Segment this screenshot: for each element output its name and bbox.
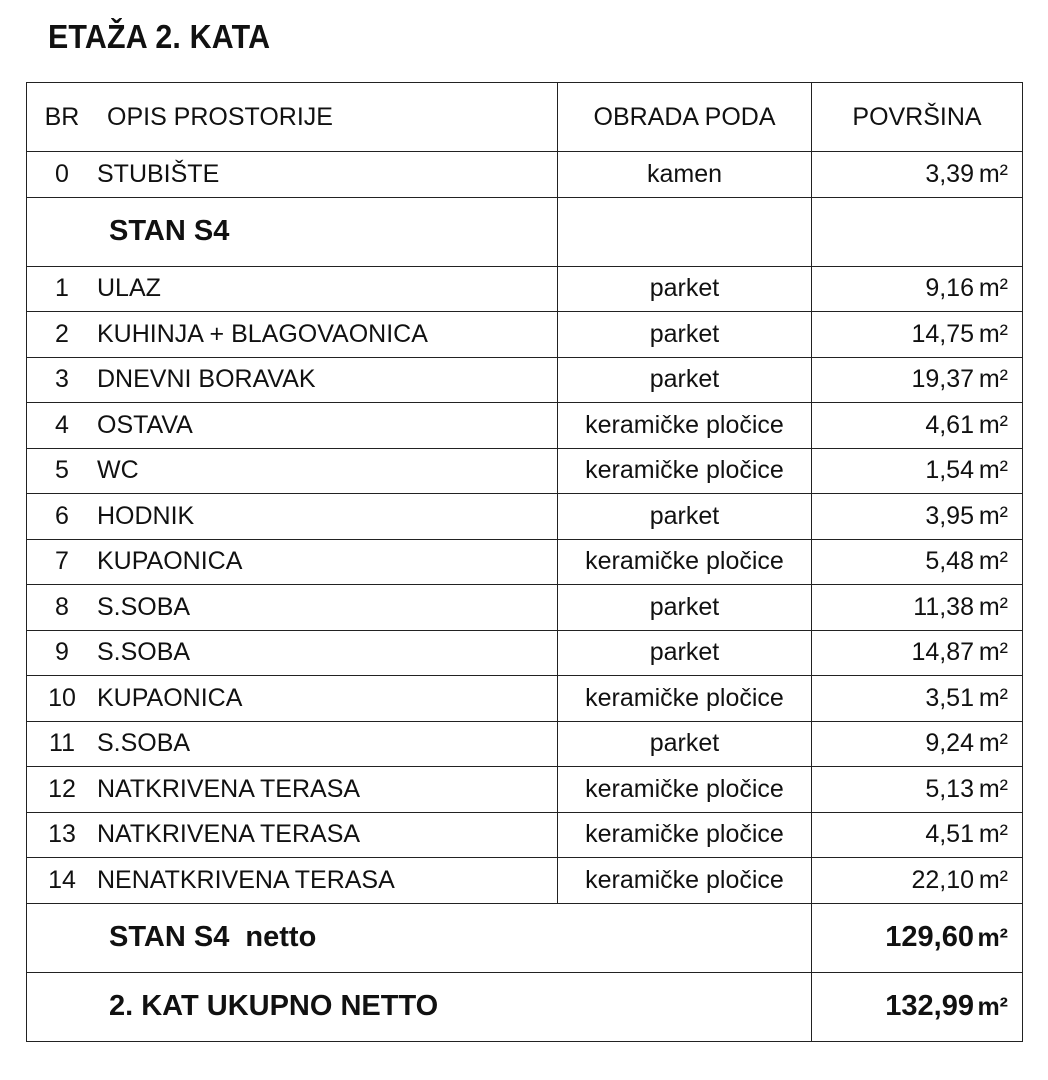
row-povrsina-cell — [812, 812, 1023, 858]
row-povrsina-cell — [812, 858, 1023, 904]
row-br: 8 — [55, 592, 69, 621]
row-opis: NENATKRIVENA TERASA — [97, 865, 395, 894]
row-opis-cell — [27, 494, 558, 540]
row-br: 10 — [48, 683, 76, 712]
section-empty-cell — [812, 197, 1023, 266]
row-povrsina-cell — [812, 676, 1023, 722]
row-unit: m² — [978, 319, 1008, 348]
total-label: 2. KAT UKUPNO NETTO — [27, 972, 812, 1041]
row-obrada: keramičke pločice — [558, 448, 812, 494]
table-row — [27, 585, 1023, 631]
total-unit: m² — [977, 924, 1008, 952]
row-povrsina: 5,48 — [925, 547, 974, 576]
total-row — [27, 972, 1023, 1041]
row-obrada: keramičke pločice — [558, 858, 812, 904]
table-row — [27, 494, 1023, 540]
row-povrsina: 22,10 — [911, 865, 974, 894]
header-opis-cell — [27, 83, 558, 152]
row-opis: DNEVNI BORAVAK — [97, 365, 316, 394]
row-unit: m² — [978, 501, 1008, 530]
row-povrsina-cell — [812, 630, 1023, 676]
row-obrada: parket — [558, 721, 812, 767]
row-povrsina-cell — [812, 494, 1023, 540]
row-obrada: keramičke pločice — [558, 539, 812, 585]
total-row — [27, 903, 1023, 972]
row-povrsina: 4,61 — [925, 410, 974, 439]
row-unit: m² — [978, 365, 1008, 394]
row-povrsina: 3,39 — [925, 159, 974, 188]
row-obrada: keramičke pločice — [558, 767, 812, 813]
row-opis: KUPAONICA — [97, 547, 243, 576]
row-opis: STUBIŠTE — [97, 159, 220, 188]
row-povrsina-cell — [812, 585, 1023, 631]
header-opis: OPIS PROSTORIJE — [107, 102, 333, 131]
row-br: 7 — [55, 547, 69, 576]
section-label: STAN S4 — [27, 197, 558, 266]
row-obrada: kamen — [558, 152, 812, 198]
row-opis-cell — [27, 357, 558, 403]
row-opis-cell — [27, 403, 558, 449]
table-row — [27, 767, 1023, 813]
row-br: 5 — [55, 456, 69, 485]
row-povrsina: 14,87 — [911, 638, 974, 667]
row-obrada: keramičke pločice — [558, 812, 812, 858]
row-unit: m² — [978, 865, 1008, 894]
table-row — [27, 858, 1023, 904]
row-opis: WC — [97, 456, 139, 485]
row-unit: m² — [978, 683, 1008, 712]
row-br: 12 — [48, 774, 76, 803]
row-opis-cell — [27, 266, 558, 312]
table-row — [27, 448, 1023, 494]
rooms-table — [26, 82, 1023, 1042]
row-br: 1 — [55, 274, 69, 303]
row-obrada: parket — [558, 312, 812, 358]
table-row — [27, 676, 1023, 722]
section-row-stan-s4 — [27, 197, 1023, 266]
row-povrsina: 11,38 — [913, 592, 974, 621]
row-unit: m² — [978, 159, 1008, 188]
row-povrsina: 14,75 — [911, 319, 974, 348]
table-row — [27, 266, 1023, 312]
row-povrsina-cell — [812, 357, 1023, 403]
row-opis-cell — [27, 539, 558, 585]
row-br: 13 — [48, 820, 76, 849]
row-opis-cell — [27, 812, 558, 858]
row-opis: OSTAVA — [97, 410, 193, 439]
row-opis: KUHINJA + BLAGOVAONICA — [97, 319, 428, 348]
row-unit: m² — [978, 592, 1008, 621]
row-povrsina: 3,51 — [925, 683, 974, 712]
row-unit: m² — [978, 456, 1008, 485]
row-br: 0 — [55, 159, 69, 188]
row-obrada: parket — [558, 585, 812, 631]
row-opis: S.SOBA — [97, 638, 191, 667]
header-povrsina: POVRŠINA — [812, 83, 1023, 152]
row-obrada: parket — [558, 630, 812, 676]
row-povrsina-cell — [812, 403, 1023, 449]
row-povrsina: 19,37 — [911, 365, 974, 394]
row-povrsina-cell — [812, 539, 1023, 585]
row-povrsina: 9,24 — [925, 729, 974, 758]
row-opis: ULAZ — [97, 274, 161, 303]
row-unit: m² — [978, 410, 1008, 439]
row-opis-cell — [27, 585, 558, 631]
row-br: 2 — [55, 319, 69, 348]
row-opis: HODNIK — [97, 501, 195, 530]
row-br: 9 — [55, 638, 69, 667]
row-unit: m² — [978, 774, 1008, 803]
row-br: 11 — [49, 729, 75, 758]
header-obrada: OBRADA PODA — [558, 83, 812, 152]
page-title: ETAŽA 2. KATA — [48, 18, 271, 55]
row-opis-cell — [27, 721, 558, 767]
row-br: 6 — [55, 501, 69, 530]
row-povrsina-cell — [812, 721, 1023, 767]
row-povrsina-cell — [812, 266, 1023, 312]
row-povrsina-cell — [812, 767, 1023, 813]
row-opis: NATKRIVENA TERASA — [97, 820, 361, 849]
row-opis-cell — [27, 676, 558, 722]
row-opis: S.SOBA — [97, 729, 191, 758]
table-row — [27, 312, 1023, 358]
total-unit: m² — [977, 993, 1008, 1021]
row-opis-cell — [27, 448, 558, 494]
row-obrada: parket — [558, 357, 812, 403]
row-opis: NATKRIVENA TERASA — [97, 774, 361, 803]
row-unit: m² — [978, 274, 1008, 303]
total-povrsina-cell — [812, 972, 1023, 1041]
row-opis-cell — [27, 858, 558, 904]
row-opis-cell — [27, 630, 558, 676]
row-povrsina: 9,16 — [925, 274, 974, 303]
table-row — [27, 357, 1023, 403]
row-povrsina: 1,54 — [925, 456, 974, 485]
table-row — [27, 539, 1023, 585]
row-povrsina-cell — [812, 152, 1023, 198]
row-povrsina: 5,13 — [925, 774, 974, 803]
row-obrada: keramičke pločice — [558, 403, 812, 449]
header-br: BR — [44, 102, 80, 131]
table-row — [27, 812, 1023, 858]
table-row-stubiste — [27, 152, 1023, 198]
row-povrsina-cell — [812, 448, 1023, 494]
row-opis: KUPAONICA — [97, 683, 243, 712]
row-povrsina-cell — [812, 312, 1023, 358]
row-br: 4 — [55, 410, 69, 439]
row-opis: S.SOBA — [97, 592, 191, 621]
row-unit: m² — [978, 729, 1008, 758]
row-povrsina: 4,51 — [925, 820, 974, 849]
row-br: 3 — [55, 365, 69, 394]
row-obrada: parket — [558, 266, 812, 312]
row-obrada: keramičke pločice — [558, 676, 812, 722]
table-row — [27, 721, 1023, 767]
row-unit: m² — [978, 820, 1008, 849]
row-br: 14 — [48, 865, 76, 894]
row-opis-cell — [27, 767, 558, 813]
stubiste-opis-cell — [27, 152, 558, 198]
table-row — [27, 403, 1023, 449]
total-label: STAN S4 netto — [27, 903, 812, 972]
total-povrsina: 129,60 — [885, 921, 974, 953]
row-unit: m² — [978, 547, 1008, 576]
row-opis-cell — [27, 312, 558, 358]
total-povrsina-cell — [812, 903, 1023, 972]
table-row — [27, 630, 1023, 676]
table-header-row — [27, 83, 1023, 152]
total-povrsina: 132,99 — [885, 990, 974, 1022]
row-obrada: parket — [558, 494, 812, 540]
section-empty-cell — [558, 197, 812, 266]
row-unit: m² — [978, 638, 1008, 667]
row-povrsina: 3,95 — [925, 501, 974, 530]
